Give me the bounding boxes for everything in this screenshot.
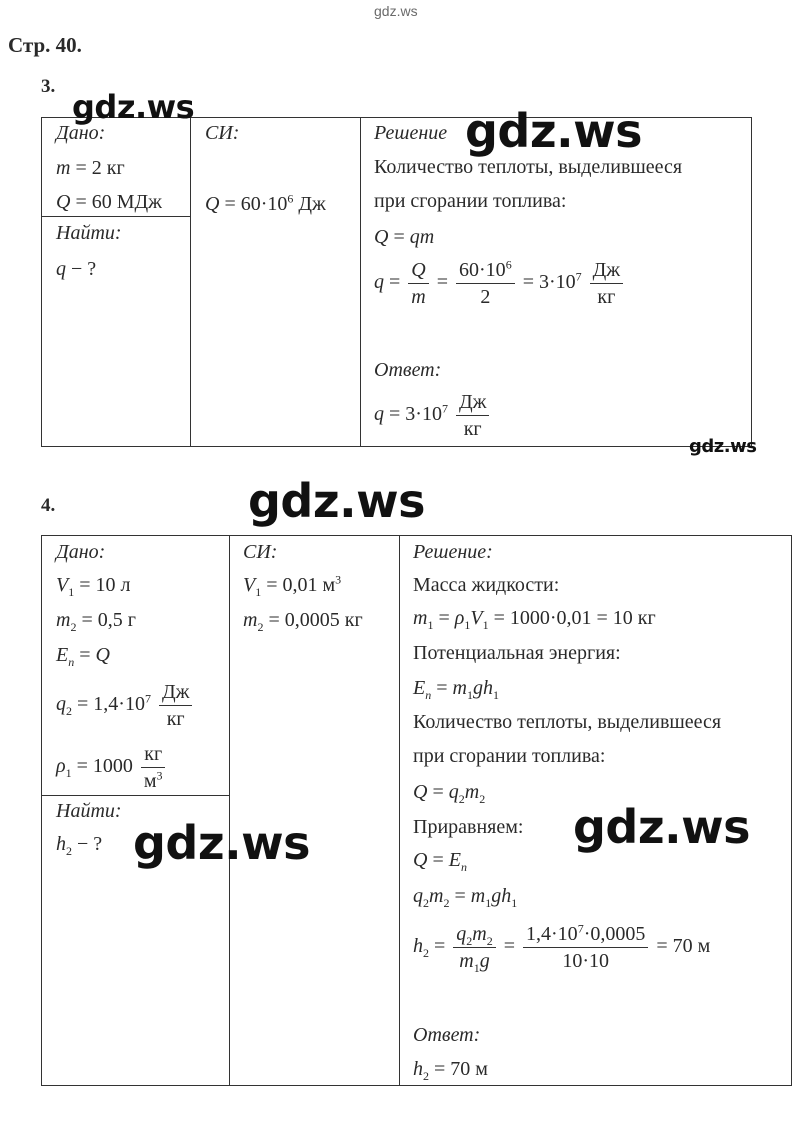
problem4-find-item: $h_2$ − ? xyxy=(56,833,103,858)
problem4-given-density: $\rho_1 = 1000$ $\frac{кг}{м^3}$ xyxy=(56,742,169,793)
problem3-answer: $q = 3\cdot 10^7$ $\frac{Дж}{кг}$ xyxy=(374,390,492,441)
problem4-solution-line-6: при сгорании топлива: xyxy=(413,745,606,767)
watermark-3: gdz.ws xyxy=(689,436,757,457)
watermark-top: gdz.ws xyxy=(374,3,418,19)
watermark-5: gdz.ws xyxy=(573,800,750,854)
problem4-si-mass: $m_2 = 0,0005$ кг xyxy=(243,609,363,634)
problem4-si-volume: $V_1 = 0,01$ $м^3$ xyxy=(243,572,342,599)
problem3-given-label: Дано: xyxy=(56,122,106,144)
page-header: Стр. 40. xyxy=(8,33,82,57)
problem4-given-mass: $m_2 = 0,5$ г xyxy=(56,609,136,634)
problem4-solution-line-1: Масса жидкости: xyxy=(413,574,560,596)
problem4-solution-label: Решение: xyxy=(413,541,493,563)
problem4-si-label: СИ: xyxy=(243,541,278,563)
problem3-formula-2: q = $\frac{Q}{m}$ = $\frac{60\cdot 10^6}{2}$ = $3\cdot 10^7$ $\frac{Дж}{кг}$ xyxy=(374,258,626,309)
problem4-solution-line-8: Приравняем: xyxy=(413,816,524,838)
problem4-given-energy: $E_n = Q$ xyxy=(56,644,110,669)
problem4-answer-label: Ответ: xyxy=(413,1024,481,1046)
problem4-solution-line-9: $Q = E_n$ xyxy=(413,849,467,874)
watermark-6: gdz.ws xyxy=(133,816,310,870)
problem4-solution-line-5: Количество теплоты, выделившееся xyxy=(413,711,722,733)
problem3-solution-text-2: при сгорании топлива: xyxy=(374,190,567,212)
problem3-si-label: СИ: xyxy=(205,122,240,144)
problem3-find-label: Найти: xyxy=(56,222,122,244)
problem3-answer-label: Ответ: xyxy=(374,359,442,381)
problem4-solution-line-11: $h_2$ = $\frac{q_2m_2}{m_1g}$ = $\frac{1,4\cdot 10^7\cdot 0,0005}{10\cdot 10}$ = 70 м xyxy=(413,921,711,975)
problem4-answer: $h_2 = 70$ м xyxy=(413,1058,488,1083)
problem3-si-heat: $Q = 60\cdot 10^6$ Дж xyxy=(205,191,326,215)
problem3-solution-label: Решение xyxy=(374,122,448,144)
problem3-number: 3. xyxy=(41,76,56,97)
problem3-find-item: q − ? xyxy=(56,258,97,280)
problem3-formula-1: Q = qm xyxy=(374,226,435,248)
problem4-solution-line-3: Потенциальная энергия: xyxy=(413,642,621,664)
problem4-given-volume: $V_1 = 10$ л xyxy=(56,574,131,599)
watermark-1: gdz.ws xyxy=(72,88,195,126)
problem4-find-label: Найти: xyxy=(56,800,122,822)
problem4-solution-line-2: $m_1 = \rho_1V_1 = 1000\cdot 0,01 = 10$ кг xyxy=(413,607,656,632)
problem3-given-heat: Q = 60 МДж xyxy=(56,191,162,213)
problem3-solution-text-1: Количество теплоты, выделившееся xyxy=(374,156,683,178)
problem4-number: 4. xyxy=(41,495,56,516)
problem3-given-mass: m = 2 кг xyxy=(56,157,125,179)
problem4-given-heat-value: $q_2 = 1,4\cdot 10^7$ $\frac{Дж}{кг}$ xyxy=(56,680,195,731)
problem4-solution-line-4: $E_n = m_1gh_1$ xyxy=(413,677,499,702)
watermark-2: gdz.ws xyxy=(465,104,642,158)
problem4-solution-line-7: $Q = q_2m_2$ xyxy=(413,781,486,806)
problem4-solution-line-10: $q_2m_2 = m_1gh_1$ xyxy=(413,885,518,910)
watermark-4: gdz.ws xyxy=(248,474,425,528)
problem4-given-label: Дано: xyxy=(56,541,106,563)
